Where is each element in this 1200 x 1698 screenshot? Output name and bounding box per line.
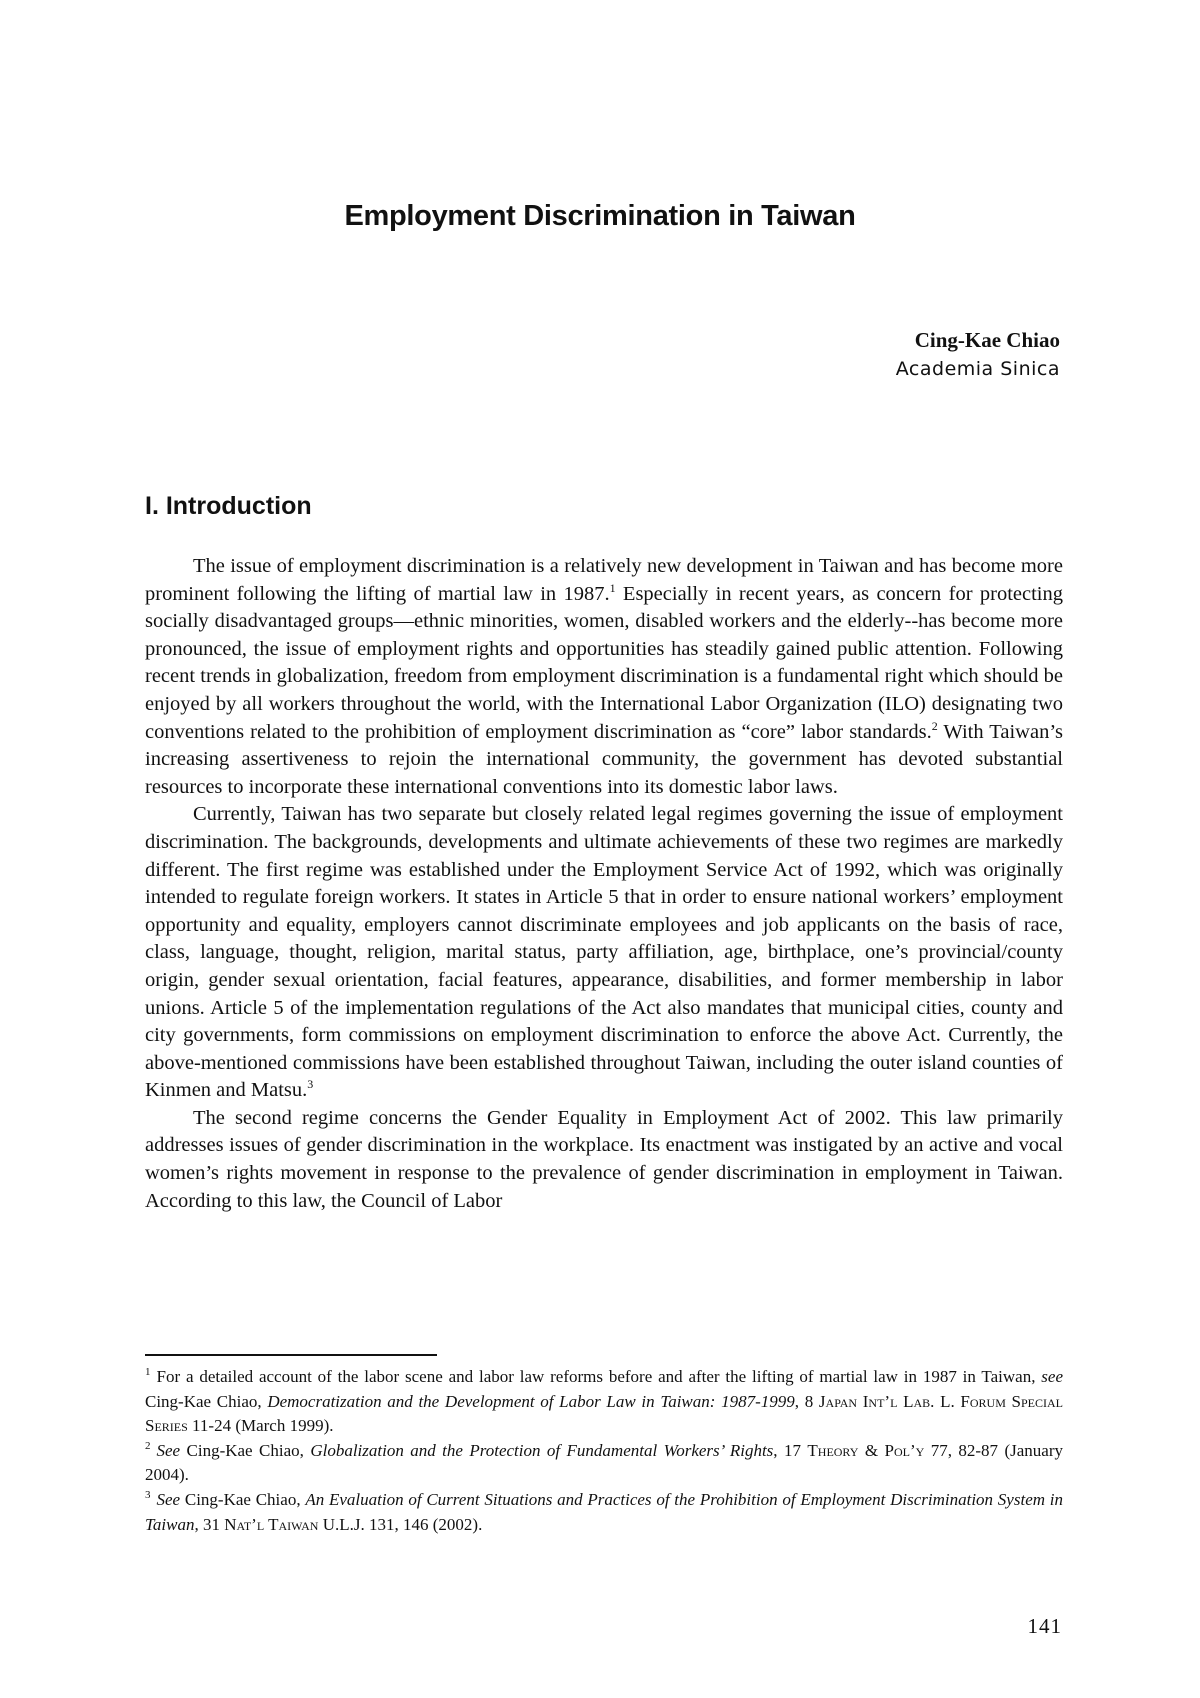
footnote-text: , 8: [794, 1391, 819, 1411]
paragraph-text: The second regime concerns the Gender Equality in Employment Act of 2002. This law primarily addresses issues of gender discrimination in the workplace. Its enactment was instigated by an active and vocal women’s rights movement in response to the prevalence of gender discrimination in employment in Taiwan. According to this law, the Council of Labor: [145, 1106, 1063, 1212]
footnote-text: , 17: [773, 1440, 808, 1460]
paper-title: Employment Discrimination in Taiwan: [344, 200, 856, 232]
footnote-text: 77, 82-87 (January 2004).: [145, 1440, 1063, 1485]
footnote-text: Democratization and the Development of Labor Law in Taiwan: 1987-1999: [267, 1391, 795, 1411]
footnote-text: Globalization and the Protection of Fundamental Workers’ Rights: [310, 1440, 774, 1460]
footnote-text: An Evaluation of Current Situations and Practices of the Prohibition of Employment Discrimination System in Taiwan: [145, 1489, 1063, 1534]
footnote-text: See: [156, 1440, 181, 1460]
author-name: Cing-Kae Chiao: [914, 328, 1060, 352]
footnote-ref: 3: [307, 1077, 314, 1092]
paragraph-text: The issue of employment discrimination is a relatively new development in Taiwan and has become more prominent following the lifting of martial law in 1987.: [145, 555, 1063, 605]
paragraph-text: With Taiwan’s increasing assertiveness to rejoin the international community, the government has devoted substantial resources to incorporate these international conventions into its domestic labor laws.: [145, 720, 1064, 798]
footnote-text: Cing-Kae Chiao,: [180, 1489, 306, 1509]
footnote-text: 131, 146 (2002).: [364, 1514, 483, 1534]
footnote-text: For a detailed account of the labor scene and labor law reforms before and after the lifting of martial law in 1987 in Taiwan,: [156, 1367, 1042, 1386]
footnote-text: Japan Int’l Lab. L. Forum Special Series: [145, 1391, 1064, 1436]
footnote-text: Nat’l Taiwan U.L.J.: [224, 1514, 365, 1534]
paragraph: [145, 553, 1063, 801]
author-block: [896, 326, 1060, 384]
footnote-ref: 1: [609, 580, 616, 595]
footnote-text: 11-24 (March 1999).: [187, 1416, 334, 1436]
footnote-text: Theory & Pol’y: [807, 1440, 925, 1460]
paragraph-text: Especially in recent years, as concern for protecting socially disadvantaged groups—ethnic minorities, women, disabled workers and the elderly--has become more pronounced, the issue of employment rights and opportunities has steadily gained public attention. Following recent trends in globalization, freedom from employment discrimination is a fundamental right which should be enjoyed by all workers throughout the world, with the International Labor Organization (ILO) designating two conventions related to the prohibition of employment discrimination as “core” labor standards.: [145, 582, 1063, 743]
footnote-text: Cing-Kae Chiao,: [180, 1440, 311, 1460]
footnote-3: [145, 1488, 1063, 1537]
paragraph-text: Currently, Taiwan has two separate but closely related legal regimes governing the issue of employment discrimination. The backgrounds, developments and ultimate achievements of these two regimes are markedly different. The first regime was established under the Employment Service Act of 1992, which was originally intended to regulate foreign workers. It states in Article 5 that in order to ensure national workers’ employment opportunity and equality, employers cannot discriminate employees and job applicants on the basis of race, class, language, thought, religion, marital status, party affiliation, age, birthplace, one’s provincial/county origin, gender sexual orientation, facial features, appearance, disabilities, and former membership in labor unions. Article 5 of the implementation regulations of the Act also mandates that municipal cities, county and city governments, form commissions on employment discrimination to enforce the above Act. Currently, the above-mentioned commissions have been established throughout Taiwan, including the outer island counties of Kinmen and Matsu.: [145, 803, 1063, 1102]
footnote-divider: [145, 1354, 437, 1356]
paragraph: [145, 1105, 1063, 1215]
footnote-ref: 2: [931, 718, 938, 733]
footnote-text: , 31: [194, 1514, 225, 1534]
section-heading: I. Introduction: [145, 492, 312, 520]
footnote-2: [145, 1439, 1063, 1488]
author-affiliation: Academia Sinica: [895, 358, 1060, 380]
paragraph: [145, 801, 1063, 1105]
footnote-text: see: [1041, 1367, 1063, 1386]
footnote-1: [145, 1365, 1063, 1439]
body-text: [145, 553, 1063, 1215]
footnote-number: 3: [145, 1488, 151, 1501]
footnote-text: See: [156, 1489, 181, 1509]
footnote-text: Cing-Kae Chiao,: [145, 1391, 268, 1411]
page-number: 141: [1027, 1614, 1062, 1638]
footnotes: [145, 1365, 1063, 1537]
footnote-number: 1: [145, 1366, 151, 1378]
footnote-number: 2: [145, 1439, 151, 1452]
